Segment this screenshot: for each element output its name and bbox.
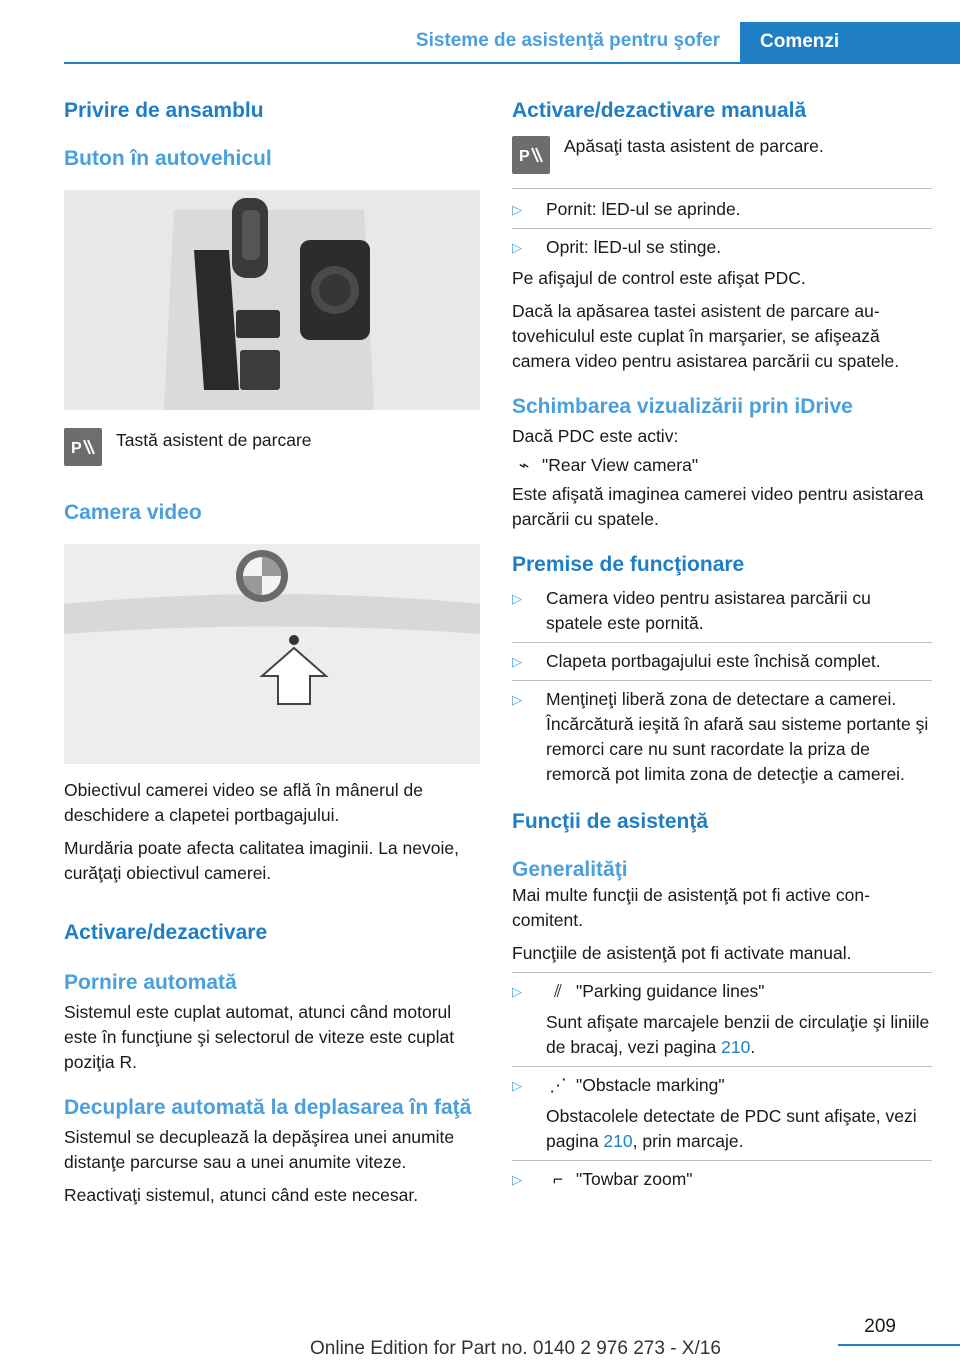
dirt-warning-text: Murdăria poate afecta calitatea imaginii. La nevoie, curăţaţi obiectivul camerei. [64, 838, 459, 883]
list-item: ▷ Camera video pentru asistarea parcării cu spatele este pornită. [512, 586, 932, 636]
lens-location-text: Obiectivul camerei video se află în mânerul de deschidere a clapetei portbagajului. [64, 780, 423, 825]
obstacle-marking-icon: ⋰ [549, 1075, 567, 1095]
park-assist-key-icon-2 [512, 136, 550, 174]
heading-idrive: Schimbarea vizualizării prin iDrive [512, 395, 853, 418]
page-footer [0, 1316, 960, 1362]
console-photo [64, 190, 480, 410]
heading-functions: Funcţii de asistenţă [512, 810, 709, 833]
auto-on-text: Sistemul este cuplat automat, atunci când motorul este în funcţiune şi selectorul de viteze este cuplat poziţia R. [64, 1002, 455, 1072]
reverse-gear-text: Dacă la apăsarea tastei asistent de parcare autovehiculul este cuplat în marşarier, se afişează camera video pentru asistarea parcării cu spatele. [512, 301, 900, 371]
svg-text:P: P [71, 440, 82, 457]
bullet-triangle-icon: ▷ [512, 692, 522, 707]
section-title: Sisteme de asistenţă pentru şofer [415, 30, 720, 51]
camera-photo [64, 544, 480, 764]
edition-text: Online Edition for Part no. 0140 2 976 273 - X/16 [310, 1338, 721, 1359]
reactivate-text: Reactivaţi sistemul, atunci când este necesar. [64, 1185, 419, 1205]
image-shown-text: Este afişată imaginea camerei video pentru asistarea parcării cu spatele. [512, 484, 924, 529]
svg-text:P: P [519, 148, 530, 165]
manual-functions-text: Funcţiile de asistenţă pot fi activate manual. [512, 943, 852, 963]
guidance-lines-icon: ⫽ [554, 981, 562, 1001]
rear-camera-icon: ⌁ [518, 455, 530, 475]
right-column [512, 98, 932, 1192]
list-item: ▷ Pornit: lED-ul se aprinde. [512, 197, 932, 222]
obstacle-marking-item[interactable]: ⋰ "Obstacle marking" [546, 1073, 932, 1098]
icon-caption: Tastă asistent de parcare [116, 430, 312, 450]
multi-functions-text: Mai multe funcţii de asistenţă pot fi active concomitent. [512, 885, 870, 930]
bullet-triangle-icon: ▷ [512, 202, 522, 217]
chapter-tab[interactable]: Comenzi [740, 22, 960, 62]
heading-button-in-vehicle: Buton în autovehicul [64, 147, 272, 170]
bullet-triangle-icon: ▷ [512, 984, 522, 999]
list-item: ▷ ⫽ "Parking guidance lines" Sunt afişate marcajele benzii de circulaţie şi liniile de bracaj, vezi pagina 210. [512, 979, 932, 1060]
heading-activation: Activare/dezactivare [64, 921, 268, 944]
auto-off-text: Sistemul se decuplează la depăşirea unei anumite distanţe parcurse sau a unei anumite viteze. [64, 1127, 455, 1172]
heading-general: Generalităţi [512, 858, 628, 881]
list-item: ▷ Oprit: lED-ul se stinge. [512, 235, 932, 260]
towbar-icon: ⌐ [552, 1169, 564, 1189]
rear-view-item[interactable]: ⌁ "Rear View camera" [512, 453, 932, 478]
bullet-triangle-icon: ▷ [512, 240, 522, 255]
heading-manual: Activare/dezactivare manuală [512, 99, 807, 122]
bullet-triangle-icon: ▷ [512, 1078, 522, 1093]
parking-guidance-lines-item[interactable]: ⫽ "Parking guidance lines" [546, 979, 932, 1004]
heading-auto-on: Pornire automată [64, 971, 237, 994]
heading-auto-off: Decuplare automată la deplasarea în faţă [64, 1096, 472, 1119]
list-item: ▷ Menţineţi liberă zona de detectare a camerei. Încărcătură ieşită în afară sau sisteme portante şi remorci care nu sunt racordate la priza de remorcă pot limita zona de detecţie a camerei. [512, 687, 932, 787]
page-header [64, 0, 960, 64]
left-column [64, 98, 480, 1208]
bullet-triangle-icon: ▷ [512, 591, 522, 606]
list-item: ▷ Clapeta portbagajului este închisă complet. [512, 649, 932, 674]
page-link-210-b[interactable]: 210 [603, 1131, 633, 1151]
bullet-triangle-icon: ▷ [512, 654, 522, 669]
press-key-text: Apăsaţi tasta asistent de parcare. [564, 136, 824, 156]
list-item [512, 1167, 932, 1192]
page-number: 209 [864, 1316, 896, 1337]
heading-camera: Camera video [64, 501, 202, 524]
footer-rule [838, 1344, 960, 1346]
pdc-active-text: Dacă PDC este activ: [512, 426, 679, 446]
pdc-display-text: Pe afişajul de control este afişat PDC. [512, 268, 806, 288]
towbar-zoom-item[interactable]: ⌐ "Towbar zoom" [546, 1167, 693, 1192]
park-assist-key-icon [64, 428, 102, 466]
list-item: ▷ ⋰ "Obstacle marking" Obstacolele detectate de PDC sunt afişate, vezi pagina 210, prin marcaje. [512, 1073, 932, 1154]
page-link-210[interactable]: 210 [721, 1037, 751, 1057]
heading-premise: Premise de funcţionare [512, 553, 745, 576]
heading-overview: Privire de ansamblu [64, 99, 264, 122]
bullet-triangle-icon: ▷ [512, 1172, 522, 1187]
